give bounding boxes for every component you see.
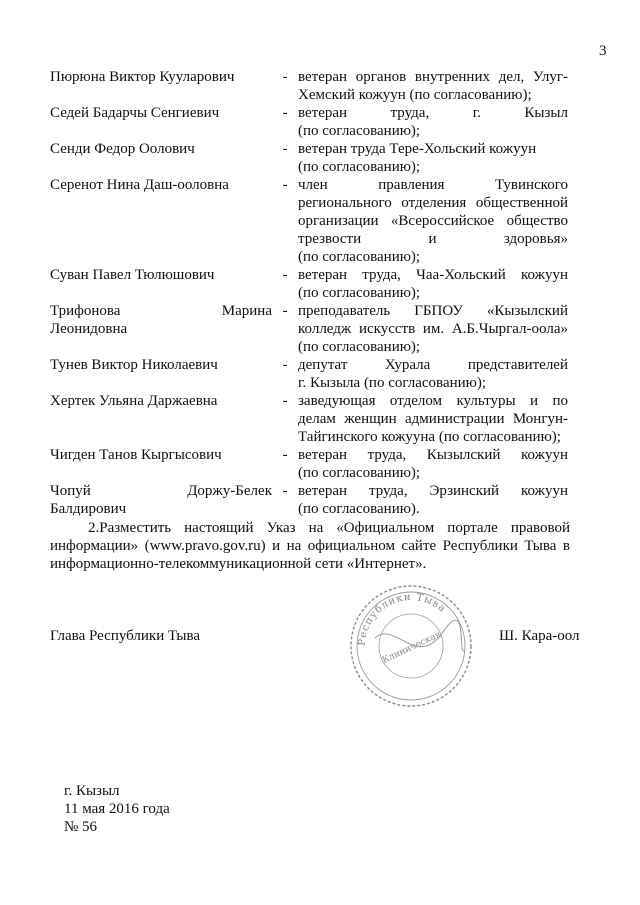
desc-line: (по согласованию); <box>298 465 421 481</box>
signature-position: Глава Республики Тыва <box>50 628 201 644</box>
signature-scribble <box>375 620 465 651</box>
paragraph-line: информационно-телекоммуникационной сети «Интернет». <box>50 556 427 572</box>
member-name <box>50 176 272 194</box>
dash: - <box>282 393 288 409</box>
member-row <box>50 482 570 518</box>
member-description <box>298 482 568 518</box>
member-name <box>50 356 272 374</box>
member-name <box>50 68 272 86</box>
desc-line: ветеран труда, Эрзинский кожуун <box>298 483 568 499</box>
desc-line: заведующая отделом культуры и по <box>298 393 568 409</box>
desc-line: преподаватель ГБПОУ «Кызылский <box>298 303 568 319</box>
member-row <box>50 356 570 392</box>
members-list <box>50 68 570 518</box>
member-row <box>50 104 570 140</box>
dash: - <box>282 303 288 319</box>
member-description <box>298 266 568 302</box>
stamp-inner-text: Клиническая <box>380 629 443 666</box>
member-row <box>50 68 570 104</box>
footer-date: 11 мая 2016 года <box>64 801 170 817</box>
member-name <box>50 392 272 410</box>
official-stamp-icon <box>345 580 477 712</box>
member-description <box>298 446 568 482</box>
desc-line: Хемский кожуун (по согласованию); <box>298 87 532 103</box>
member-row <box>50 302 570 356</box>
member-description <box>298 68 568 104</box>
stamp-text: Республики Тыва <box>356 591 448 647</box>
member-name <box>50 266 272 284</box>
member-description <box>298 392 568 446</box>
member-name <box>50 482 272 518</box>
member-description <box>298 356 568 392</box>
desc-line: (по согласованию). <box>298 501 420 517</box>
member-name-line: Седей Бадарчы Сенгиевич <box>50 105 220 121</box>
paragraph-line: 2.Разместить настоящий Указ на «Официальном портале правовой <box>88 520 570 536</box>
desc-line: член правления Тувинского <box>298 177 568 193</box>
desc-line: ветеран труда, Чаа-Хольский кожуун <box>298 267 568 283</box>
desc-line: депутат Хурала представителей <box>298 357 568 373</box>
member-description <box>298 176 568 266</box>
signature-name: Ш. Кара-оол <box>499 628 580 644</box>
desc-line: г. Кызыла (по согласованию); <box>298 375 487 391</box>
desc-line: организации «Всероссийское общество <box>298 213 568 229</box>
desc-line: ветеран труда, г. Кызыл <box>298 105 568 121</box>
desc-line: (по согласованию); <box>298 123 421 139</box>
member-row <box>50 392 570 446</box>
member-name-line: Серенот Нина Даш-ооловна <box>50 177 229 193</box>
member-name-line: Сенди Федор Оолович <box>50 141 195 157</box>
member-name-line: Чигден Танов Кыргысович <box>50 447 222 463</box>
dash: - <box>282 105 288 121</box>
publication-paragraph <box>50 519 570 573</box>
desc-line: (по согласованию); <box>298 249 421 265</box>
desc-line: колледж искусств им. А.Б.Чыргал-оола» <box>298 321 568 337</box>
desc-line: регионального отделения общественной <box>298 195 568 211</box>
member-description <box>298 302 568 356</box>
member-name <box>50 104 272 122</box>
member-name <box>50 140 272 158</box>
member-row <box>50 176 570 266</box>
member-row <box>50 266 570 302</box>
member-row <box>50 446 570 482</box>
dash: - <box>282 141 288 157</box>
member-name-line: Пюрюна Виктор Кууларович <box>50 69 235 85</box>
member-row <box>50 140 570 176</box>
member-name-line: Суван Павел Тюлюшович <box>50 267 215 283</box>
dash: - <box>282 357 288 373</box>
member-description <box>298 140 568 176</box>
member-name-line: Чопуй Доржу-Белек <box>50 483 272 499</box>
member-name <box>50 446 272 464</box>
desc-line: ветеран органов внутренних дел, Улуг- <box>298 69 568 85</box>
desc-line: Тайгинского кожууна (по согласованию); <box>298 429 561 445</box>
desc-line: ветеран труда, Кызылский кожуун <box>298 447 568 463</box>
desc-line: трезвости и здоровья» <box>298 231 568 247</box>
dash: - <box>282 483 288 499</box>
desc-line: ветеран труда Тере-Хольский кожуун <box>298 141 537 157</box>
member-name-line: Леонидовна <box>50 321 128 337</box>
member-name-line: Хертек Ульяна Даржаевна <box>50 393 218 409</box>
dash: - <box>282 69 288 85</box>
desc-line: (по согласованию); <box>298 159 421 175</box>
footer-city: г. Кызыл <box>64 783 120 799</box>
page-number: 3 <box>599 43 607 59</box>
paragraph-line: информации» (www.pravo.gov.ru) и на официальном сайте Республики Тыва в <box>50 538 570 554</box>
desc-line: (по согласованию); <box>298 285 421 301</box>
dash: - <box>282 447 288 463</box>
footer-number: № 56 <box>64 819 98 835</box>
member-name-line: Трифонова Марина <box>50 303 272 319</box>
member-name-line: Балдирович <box>50 501 127 517</box>
member-description <box>298 104 568 140</box>
desc-line: делам женщин администрации Монгун- <box>298 411 568 427</box>
dash: - <box>282 177 288 193</box>
dash: - <box>282 267 288 283</box>
member-name-line: Тунев Виктор Николаевич <box>50 357 218 373</box>
desc-line: (по согласованию); <box>298 339 421 355</box>
member-name <box>50 302 272 338</box>
document-footer <box>64 782 170 836</box>
